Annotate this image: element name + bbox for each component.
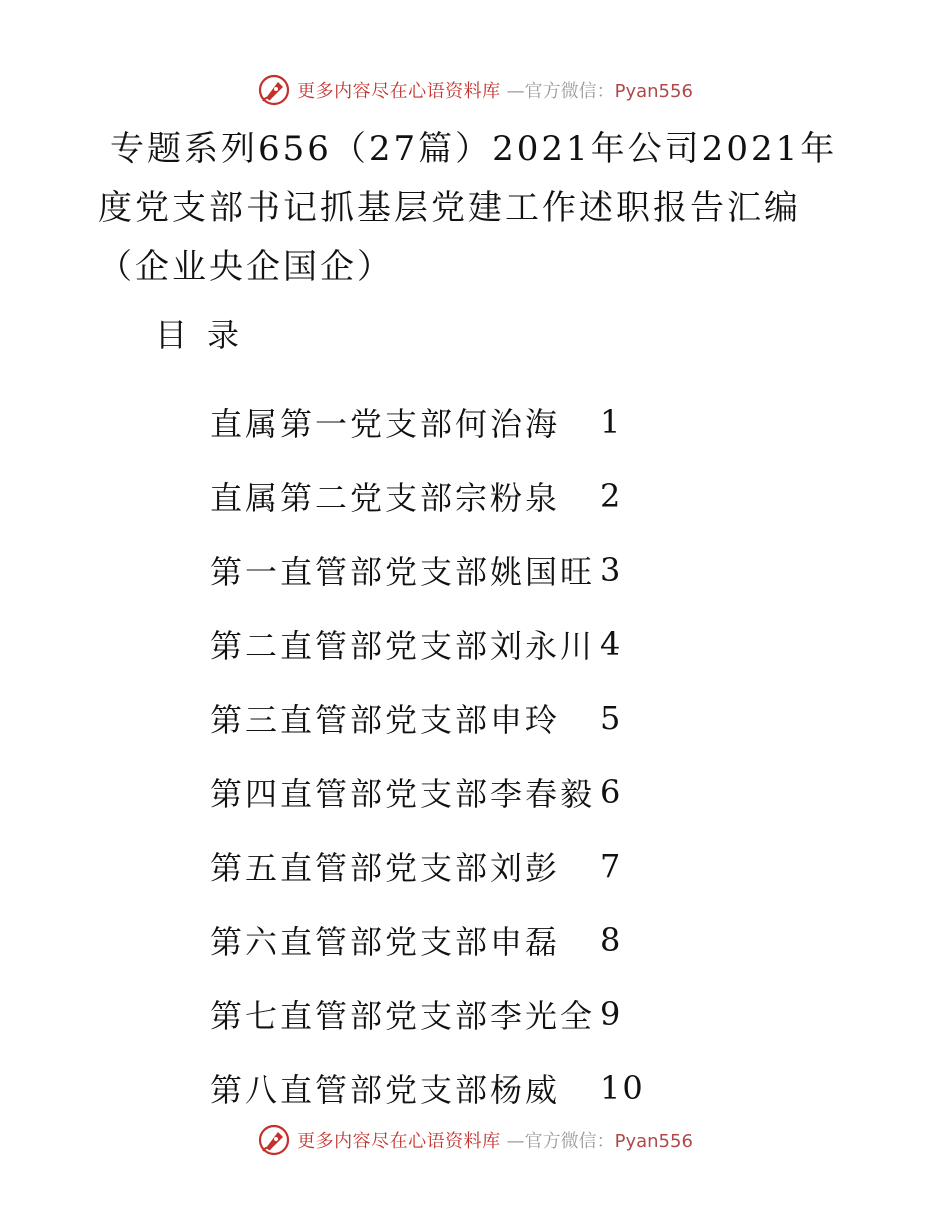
toc-entry-page: 2 — [600, 477, 623, 515]
footer-watermark — [0, 1120, 950, 1160]
watermark-brand-text: 更多内容尽在心语资料库 — [297, 1131, 501, 1152]
document-title: 专题系列656（27篇）2021年公司2021年度党支部书记抓基层党建工作述职报告汇编（企业央企国企） — [98, 129, 838, 287]
toc-entry-label: 第一直管部党支部姚国旺 — [210, 553, 596, 591]
toc-entry-label: 第六直管部党支部申磊 — [210, 923, 561, 961]
toc-entry-label: 第八直管部党支部杨威 — [210, 1071, 561, 1109]
toc-entry-page: 6 — [600, 773, 623, 811]
header-watermark — [0, 70, 950, 110]
watermark-brand-text: 更多内容尽在心语资料库 — [297, 81, 501, 102]
toc-entry[interactable] — [210, 385, 645, 459]
toc-entry-page: 3 — [600, 551, 623, 589]
toc-heading: 目录 — [155, 316, 260, 354]
toc-entry[interactable] — [210, 681, 645, 755]
toc-entry-label: 第七直管部党支部李光全 — [210, 997, 596, 1035]
toc-entry-label: 第二直管部党支部刘永川 — [210, 627, 596, 665]
toc-entry-page: 5 — [600, 699, 623, 737]
toc-entry[interactable] — [210, 903, 645, 977]
toc-entry-page: 4 — [600, 625, 623, 663]
toc-entry-page: 7 — [600, 847, 623, 885]
toc-entry-label: 第五直管部党支部刘彭 — [210, 849, 561, 887]
toc-entry-label: 第三直管部党支部申玲 — [210, 701, 561, 739]
toc-entry-label: 第四直管部党支部李春毅 — [210, 775, 596, 813]
watermark-wechat-id: Pyan556 — [614, 1131, 693, 1152]
watermark-wechat-label: —官方微信： — [506, 81, 615, 102]
toc-entry[interactable] — [210, 829, 645, 903]
toc-entry[interactable] — [210, 977, 645, 1051]
toc-entry-label: 直属第一党支部何治海 — [210, 405, 561, 443]
toc-entry[interactable] — [210, 755, 645, 829]
watermark-wechat-id: Pyan556 — [614, 81, 693, 102]
toc-entry[interactable] — [210, 607, 645, 681]
toc-entry-page: 9 — [600, 995, 623, 1033]
pen-nib-logo-icon — [257, 73, 291, 107]
toc-entry-page: 10 — [600, 1069, 645, 1107]
watermark-wechat-label: —官方微信： — [506, 1131, 615, 1152]
pen-nib-logo-icon — [257, 1123, 291, 1157]
toc-entry[interactable] — [210, 459, 645, 533]
toc-entry[interactable] — [210, 1051, 645, 1125]
table-of-contents — [210, 385, 645, 1125]
toc-entry-label: 直属第二党支部宗粉泉 — [210, 479, 561, 517]
toc-entry-page: 8 — [600, 921, 623, 959]
toc-entry-page: 1 — [600, 403, 623, 441]
toc-entry[interactable] — [210, 533, 645, 607]
